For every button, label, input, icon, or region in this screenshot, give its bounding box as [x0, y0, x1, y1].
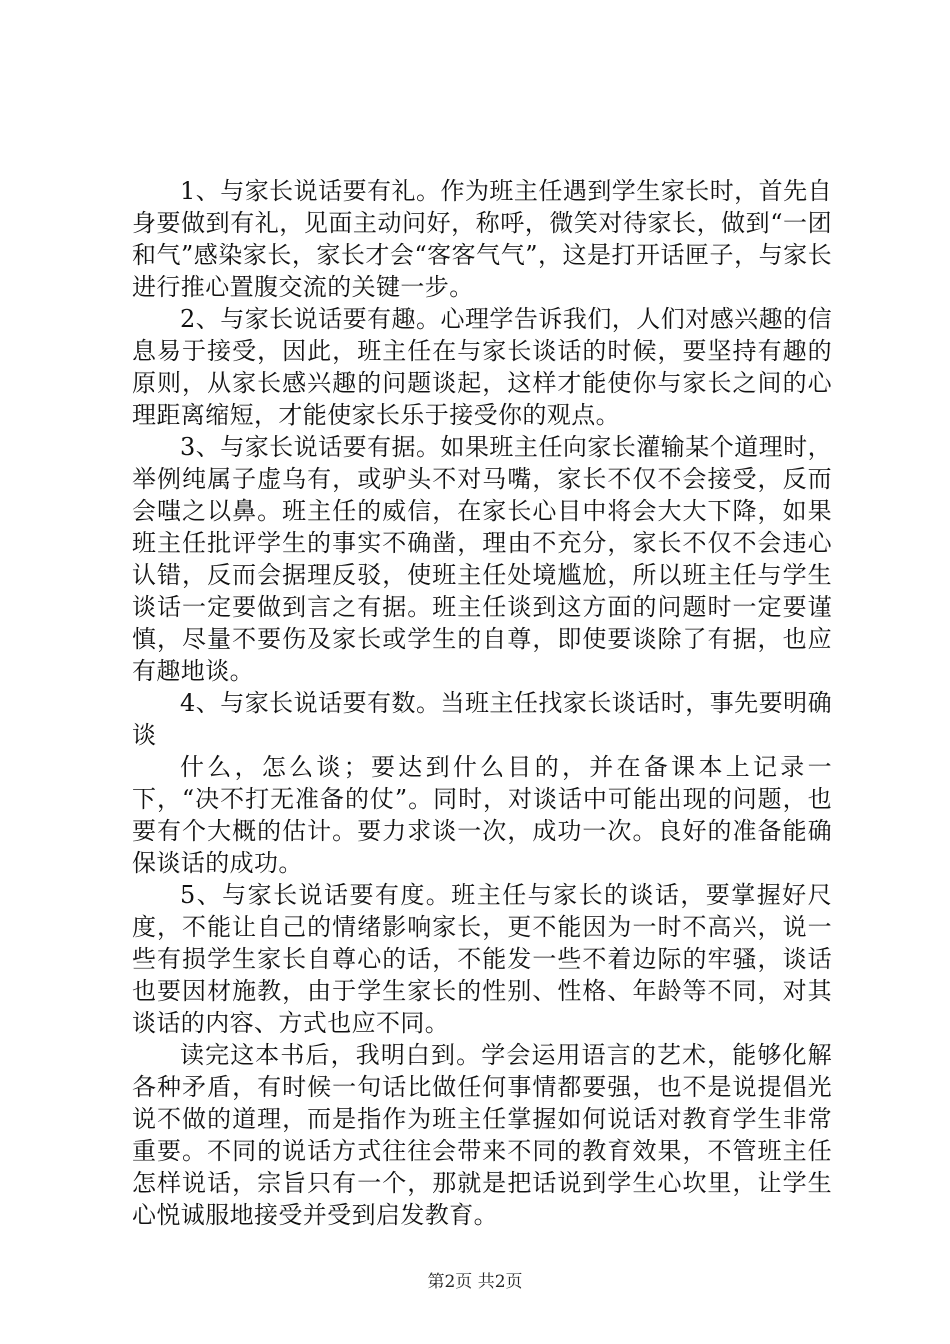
paragraph-evidence: 3、与家长说话要有据。如果班主任向家长灌输某个道理时，举例纯属子虚乌有，或驴头不对马嘴，家长不仅不会接受，反而会嗤之以鼻。班主任的威信，在家长心目中将会大大下降，如果班主任批评学生的事实不确凿，理由不充分，家长不仅不会违心认错，反而会据理反驳，使班主任处境尴尬，所以班主任与学生谈话一定要做到言之有据。班主任谈到这方面的问题时一定要谨慎，尽量不要伤及家长或学生的自尊，即使要谈除了有据，也应有趣地谈。 [132, 433, 832, 685]
page-footer: 第2页 共2页 [427, 1272, 523, 1292]
paragraph-conclusion: 读完这本书后，我明白到。学会运用语言的艺术，能够化解各种矛盾，有时候一句话比做任何事情都要强，也不是说提倡光说不做的道理，而是指作为班主任掌握如何说话对教育学生非常重要。不同的说话方式往往会带来不同的教育效果，不管班主任怎样说话，宗旨只有一个，那就是把话说到学生心坎里，让学生心悦诚服地接受并受到启发教育。 [132, 1041, 832, 1229]
paragraph-polite: 1、与家长说话要有礼。作为班主任遇到学生家长时，首先自身要做到有礼，见面主动问好，称呼，微笑对待家长，做到“一团和气”感染家长，家长才会“客客气气”，这是打开话匣子，与家长进行推心置腹交流的关键一步。 [132, 177, 832, 301]
paragraph-moderation: 5、与家长说话要有度。班主任与家长的谈话，要掌握好尺度，不能让自己的情绪影响家长，更不能因为一时不高兴，说一些有损学生家长自尊心的话，不能发一些不着边际的牢骚，谈话也要因材施教，由于学生家长的性别、性格、年龄等不同，对其谈话的内容、方式也应不同。 [132, 881, 832, 1037]
document-body [132, 175, 832, 1231]
paragraph-interesting: 2、与家长说话要有趣。心理学告诉我们，人们对感兴趣的信息易于接受，因此，班主任在与家长谈话的时候，要坚持有趣的原则，从家长感兴趣的问题谈起，这样才能使你与家长之间的心理距离缩短，才能使家长乐于接受你的观点。 [132, 305, 832, 429]
paragraph-preparation-continued: 什么，怎么谈；要达到什么目的，并在备课本上记录一下，“决不打无准备的仗”。同时，对谈话中可能出现的问题，也要有个大概的估计。要力求谈一次，成功一次。良好的准备能确保谈话的成功。 [132, 753, 832, 877]
paragraph-preparation: 4、与家长说话要有数。当班主任找家长谈话时，事先要明确谈 [132, 689, 832, 749]
